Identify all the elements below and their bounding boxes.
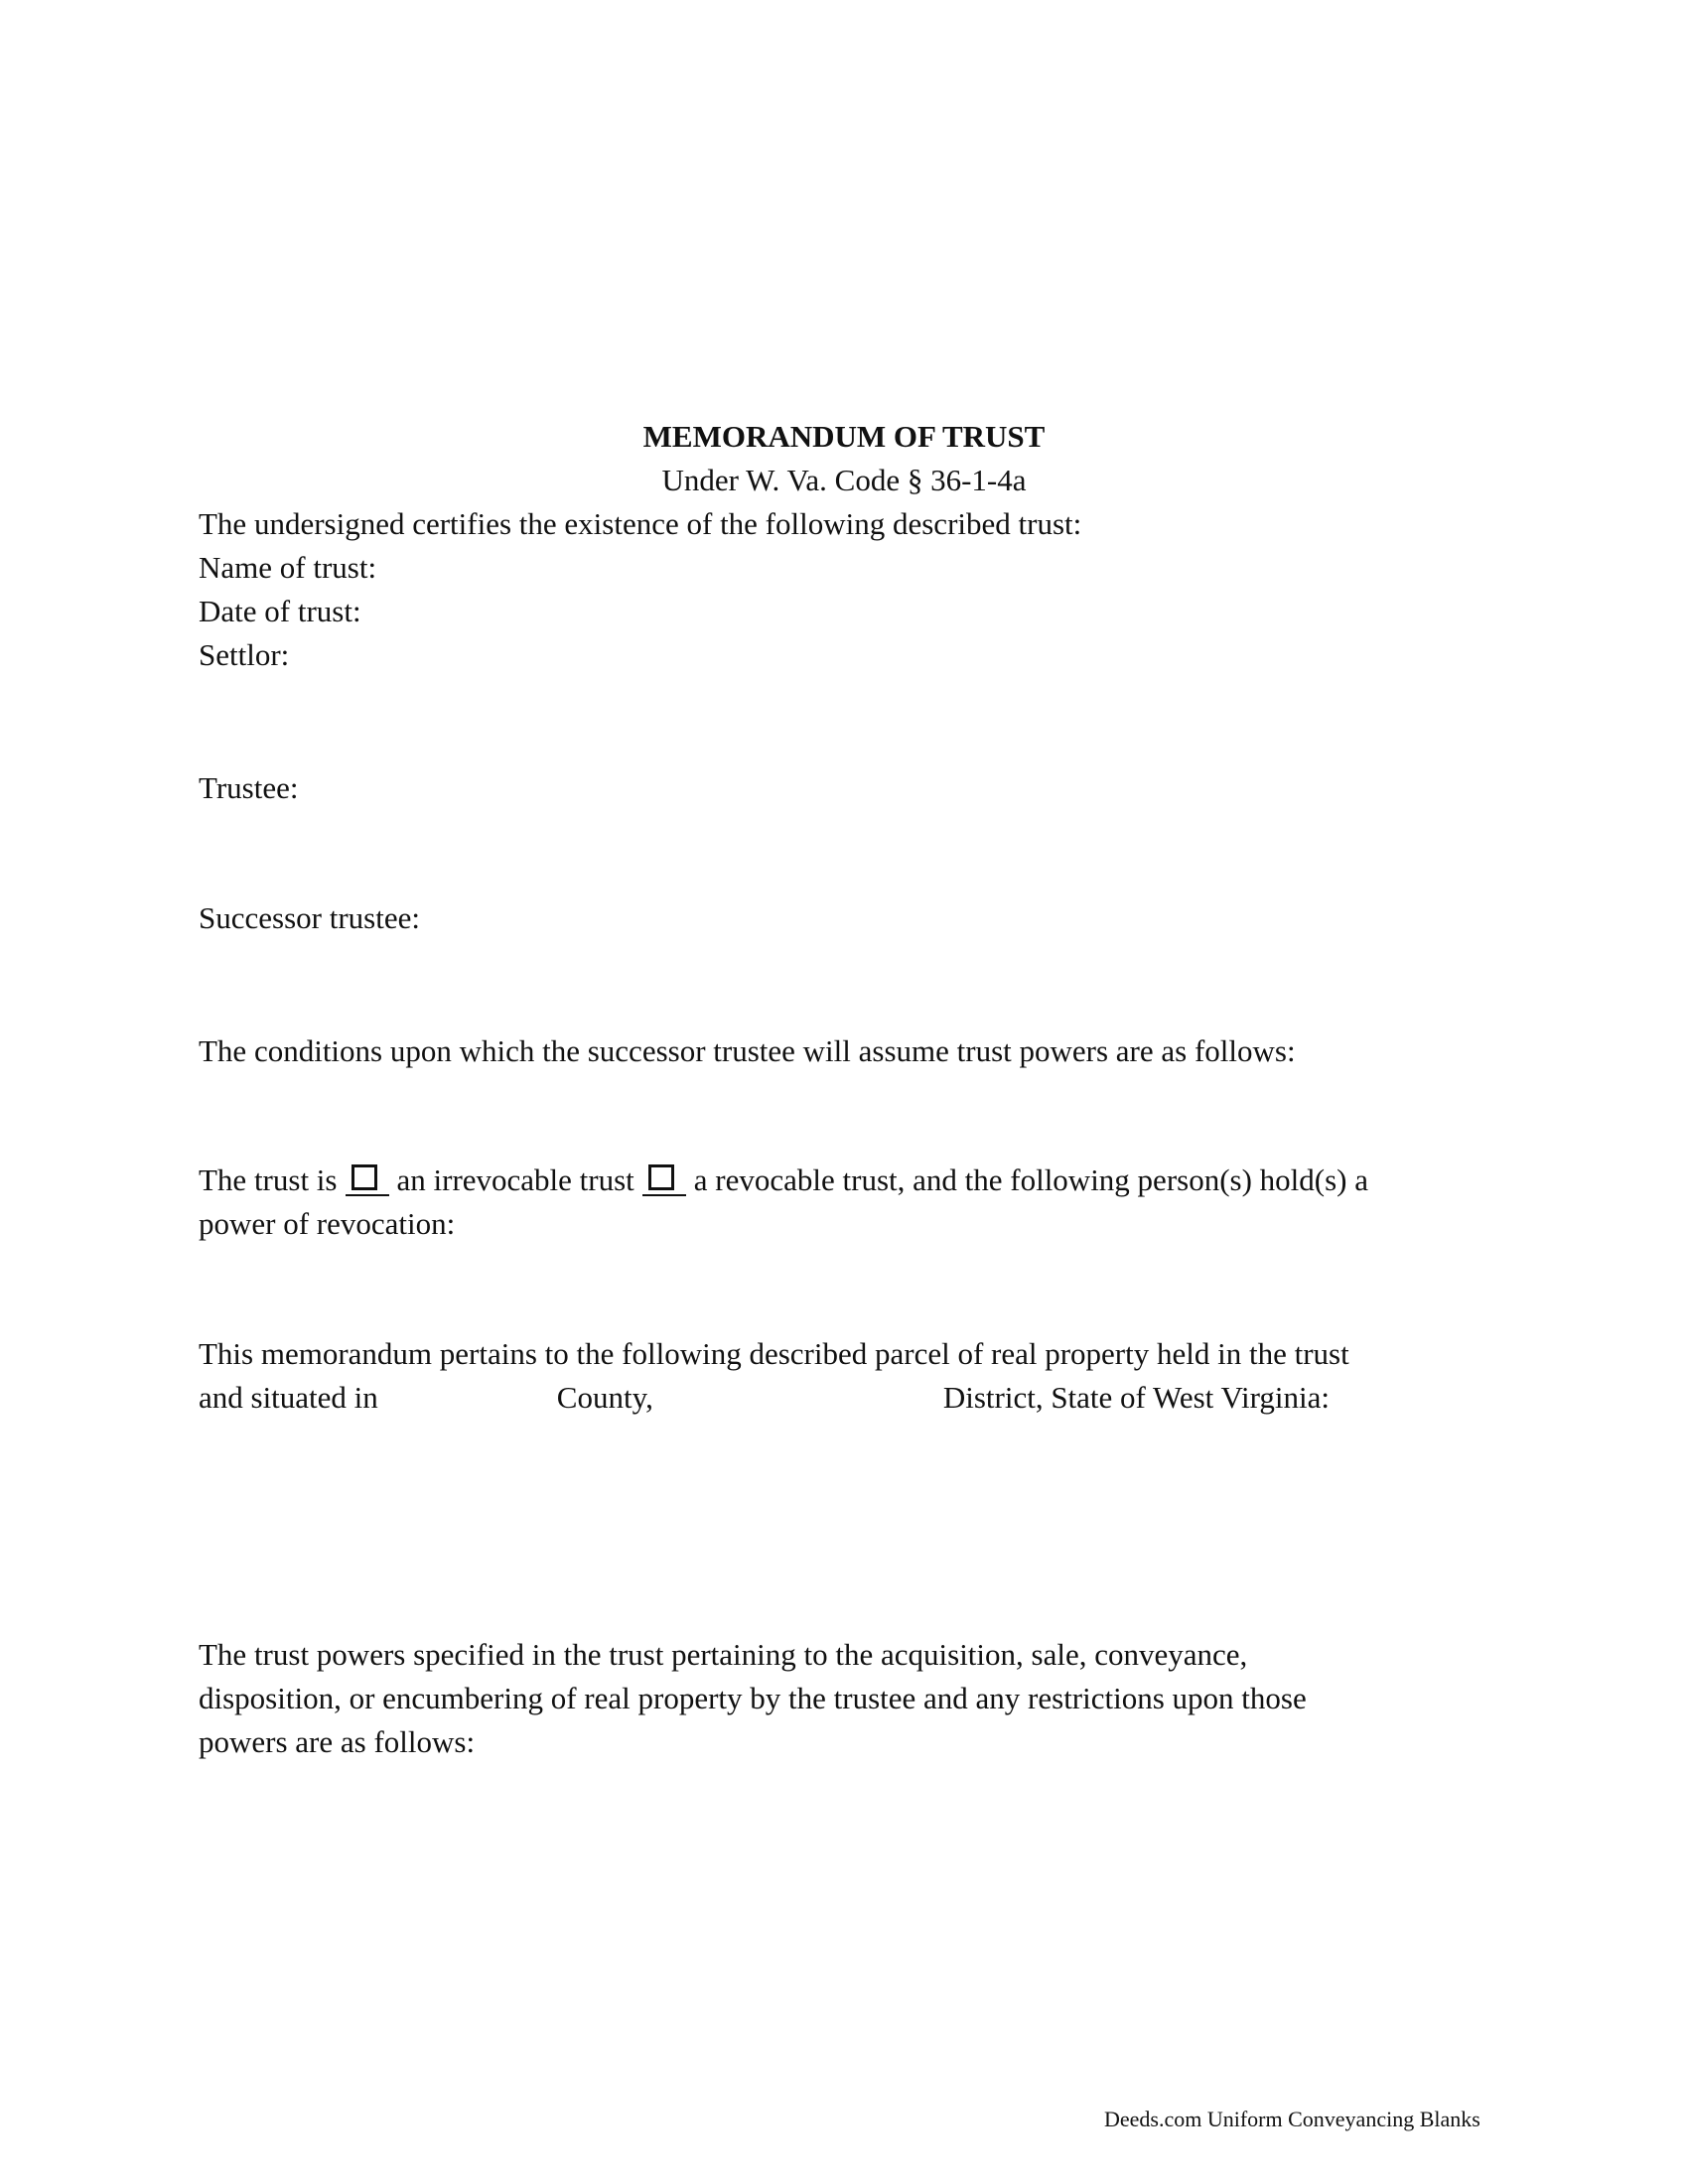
revocable-checkbox[interactable] xyxy=(642,1162,686,1196)
irrevocable-option-label: an irrevocable trust xyxy=(396,1162,634,1197)
name-of-trust-label: Name of trust: xyxy=(199,550,377,585)
document-title: MEMORANDUM OF TRUST xyxy=(642,419,1046,454)
revocable-option-label: a revocable trust, and the following person(s) hold(s) a xyxy=(693,1162,1368,1197)
powers-text-line3: powers are as follows: xyxy=(199,1724,476,1759)
settlor-label: Settlor: xyxy=(199,637,290,672)
trustee-label: Trustee: xyxy=(199,770,299,805)
property-text-line1: This memorandum pertains to the following described parcel of real property held in the trust xyxy=(199,1336,1349,1371)
conditions-text: The conditions upon which the successor trustee will assume trust powers are as follows: xyxy=(199,1033,1296,1068)
checkbox-underline xyxy=(642,1194,686,1196)
powers-text-line2: disposition, or encumbering of real property by the trustee and any restrictions upon those xyxy=(199,1681,1307,1715)
district-label: District, State of West Virginia: xyxy=(942,1380,1330,1415)
irrevocable-checkbox[interactable] xyxy=(346,1162,389,1196)
trust-type-prefix: The trust is xyxy=(199,1162,338,1197)
county-label: County, xyxy=(556,1380,653,1415)
checkbox-underline xyxy=(346,1194,389,1196)
intro-text: The undersigned certifies the existence of the following described trust: xyxy=(199,506,1082,541)
property-text-line2 xyxy=(199,1376,1330,1420)
situated-in-label: and situated in xyxy=(199,1380,378,1415)
revocation-power-text: power of revocation: xyxy=(199,1206,456,1241)
trust-type-line xyxy=(199,1159,1368,1202)
powers-text-line1: The trust powers specified in the trust pertaining to the acquisition, sale, conveyance, xyxy=(199,1637,1248,1672)
checkbox-square-icon xyxy=(352,1164,377,1190)
successor-trustee-label: Successor trustee: xyxy=(199,900,420,935)
document-subtitle: Under W. Va. Code § 36-1-4a xyxy=(661,463,1027,497)
date-of-trust-label: Date of trust: xyxy=(199,594,361,628)
checkbox-square-icon xyxy=(648,1164,674,1190)
footer-text: Deeds.com Uniform Conveyancing Blanks xyxy=(1104,2107,1480,2131)
